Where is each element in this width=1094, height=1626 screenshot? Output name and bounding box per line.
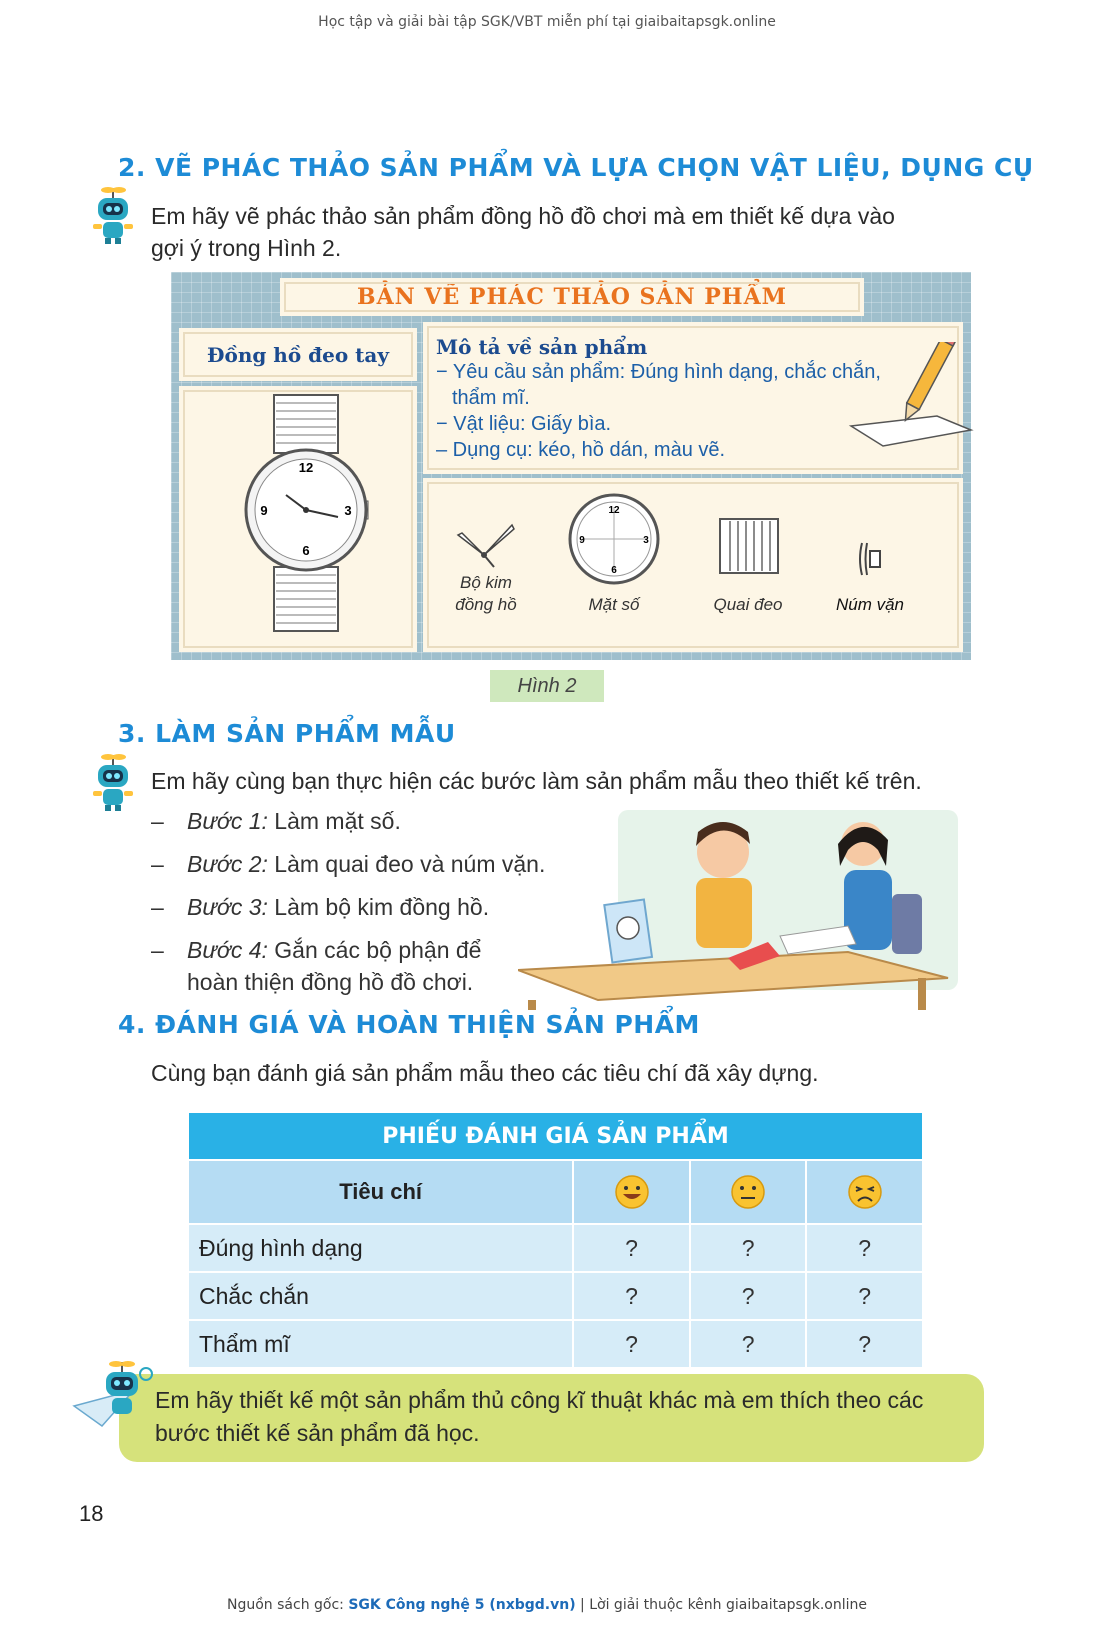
rating-cell: ? (573, 1272, 690, 1320)
board-title: BẢN VẼ PHÁC THẢO SẢN PHẨM (356, 284, 788, 310)
neutral-face-cell (690, 1160, 807, 1224)
rating-cell: ? (690, 1320, 807, 1368)
neutral-face-icon (730, 1174, 766, 1210)
description-title: Mô tả về sản phẩm (436, 335, 648, 359)
part-label-strap: Quai đeo (713, 595, 783, 614)
step-label: Bước 4: (187, 937, 268, 963)
evaluation-table-title: PHIẾU ĐÁNH GIÁ SẢN PHẨM (188, 1112, 923, 1160)
sketch-board (171, 272, 971, 660)
clock-hands-icon (448, 517, 520, 577)
rating-cell: ? (806, 1320, 923, 1368)
footer-source: SGK Công nghệ 5 (nxbgd.vn) (348, 1597, 576, 1613)
section2-intro-line2: gợi ý trong Hình 2. (151, 235, 342, 261)
parts-panel (423, 478, 963, 652)
section4-intro: Cùng bạn đánh giá sản phẩm mẫu theo các tiêu chí đã xây dựng. (151, 1060, 819, 1086)
children-making-watch-illustration (518, 810, 968, 1010)
crown-knob-icon (856, 539, 886, 579)
page-number: 18 (79, 1501, 104, 1526)
footer-note (0, 1597, 1094, 1613)
happy-face-icon (614, 1174, 650, 1210)
step-text: Làm mặt số. (267, 808, 401, 834)
robot-mascot-icon (86, 753, 140, 813)
face-number-3: 3 (643, 535, 649, 546)
face-number-6: 6 (611, 565, 617, 576)
section4-title: 4. ĐÁNH GIÁ VÀ HOÀN THIỆN SẢN PHẨM (118, 1010, 700, 1039)
step-text-line2: hoàn thiện đồng hồ đồ chơi. (187, 969, 474, 995)
evaluation-table-row (188, 1224, 923, 1272)
step-dash: – (151, 808, 164, 834)
criterion-cell: Thẩm mĩ (188, 1320, 573, 1368)
rating-cell: ? (573, 1224, 690, 1272)
section3-intro: Em hãy cùng bạn thực hiện các bước làm sản phẩm mẫu theo thiết kế trên. (151, 768, 922, 794)
watch-title-panel (179, 328, 417, 381)
watch-strap-icon (714, 517, 780, 577)
part-label-knob: Núm vặn (835, 595, 905, 614)
evaluation-table-header-row (188, 1160, 923, 1224)
happy-face-cell (573, 1160, 690, 1224)
rating-cell: ? (806, 1272, 923, 1320)
evaluation-table-row (188, 1272, 923, 1320)
footer-suffix: | Lời giải thuộc kênh giaibaitapsgk.online (575, 1597, 867, 1613)
criterion-cell: Chắc chắn (188, 1272, 573, 1320)
criteria-header: Tiêu chí (188, 1160, 573, 1224)
step-label: Bước 3: (187, 894, 268, 920)
description-line2: thẩm mĩ. (452, 387, 530, 409)
face-number-9: 9 (579, 535, 585, 546)
sad-face-icon (847, 1174, 883, 1210)
step-dash: – (151, 851, 164, 877)
watch-drawing-panel (179, 386, 417, 652)
sad-face-cell (806, 1160, 923, 1224)
step-dash: – (151, 937, 164, 963)
step-dash: – (151, 894, 164, 920)
section3-title: 3. LÀM SẢN PHẨM MẪU (118, 719, 456, 748)
evaluation-table-row (188, 1320, 923, 1368)
section2-intro-line1: Em hãy vẽ phác thảo sản phẩm đồng hồ đồ chơi mà em thiết kế dựa vào (151, 203, 895, 229)
part-label-face: Mặt số (588, 595, 640, 614)
section2-title: 2. VẼ PHÁC THẢO SẢN PHẨM VÀ LỰA CHỌN VẬT LIỆU, DỤNG CỤ (118, 153, 1034, 182)
description-line1: − Yêu cầu sản phẩm: Đúng hình dạng, chắc chắn, (436, 361, 881, 383)
footer-prefix: Nguồn sách gốc: (227, 1597, 349, 1613)
wristwatch-icon (182, 389, 414, 649)
description-line3: − Vật liệu: Giấy bìa. (436, 413, 612, 435)
rating-cell: ? (573, 1320, 690, 1368)
criterion-cell: Đúng hình dạng (188, 1224, 573, 1272)
watch-title: Đồng hồ đeo tay (207, 343, 389, 367)
step-label: Bước 1: (187, 808, 268, 834)
clock-face-icon (566, 491, 662, 587)
robot-mascot-icon (86, 186, 140, 246)
rating-cell: ? (690, 1224, 807, 1272)
evaluation-table (187, 1111, 924, 1369)
description-line4: – Dụng cụ: kéo, hồ dán, màu vẽ. (436, 439, 726, 461)
robot-paper-plane-icon (72, 1360, 156, 1436)
dial-number-9: 9 (260, 503, 268, 518)
board-title-panel (280, 278, 864, 316)
part-label-hands-line2: đồng hồ (455, 595, 517, 614)
dial-number-6: 6 (302, 543, 310, 558)
step-text: Làm bộ kim đồng hồ. (267, 894, 490, 920)
rating-cell: ? (690, 1272, 807, 1320)
rating-cell: ? (806, 1224, 923, 1272)
dial-number-12: 12 (298, 460, 314, 475)
callout-text-line2: bước thiết kế sản phẩm đã học. (155, 1420, 480, 1446)
face-number-12: 12 (608, 505, 620, 516)
dial-number-3: 3 (344, 503, 352, 518)
figure-caption: Hình 2 (490, 670, 604, 702)
pencil-paper-icon (847, 342, 975, 452)
part-label-hands-line1: Bộ kim (460, 573, 512, 592)
step-text: Gắn các bộ phận để (267, 937, 482, 963)
callout-text-line1: Em hãy thiết kế một sản phẩm thủ công kĩ thuật khác mà em thích theo các (155, 1387, 924, 1413)
header-note: Học tập và giải bài tập SGK/VBT miễn phí tại giaibaitapsgk.online (318, 14, 776, 30)
step-label: Bước 2: (187, 851, 268, 877)
step-text: Làm quai đeo và núm vặn. (267, 851, 546, 877)
